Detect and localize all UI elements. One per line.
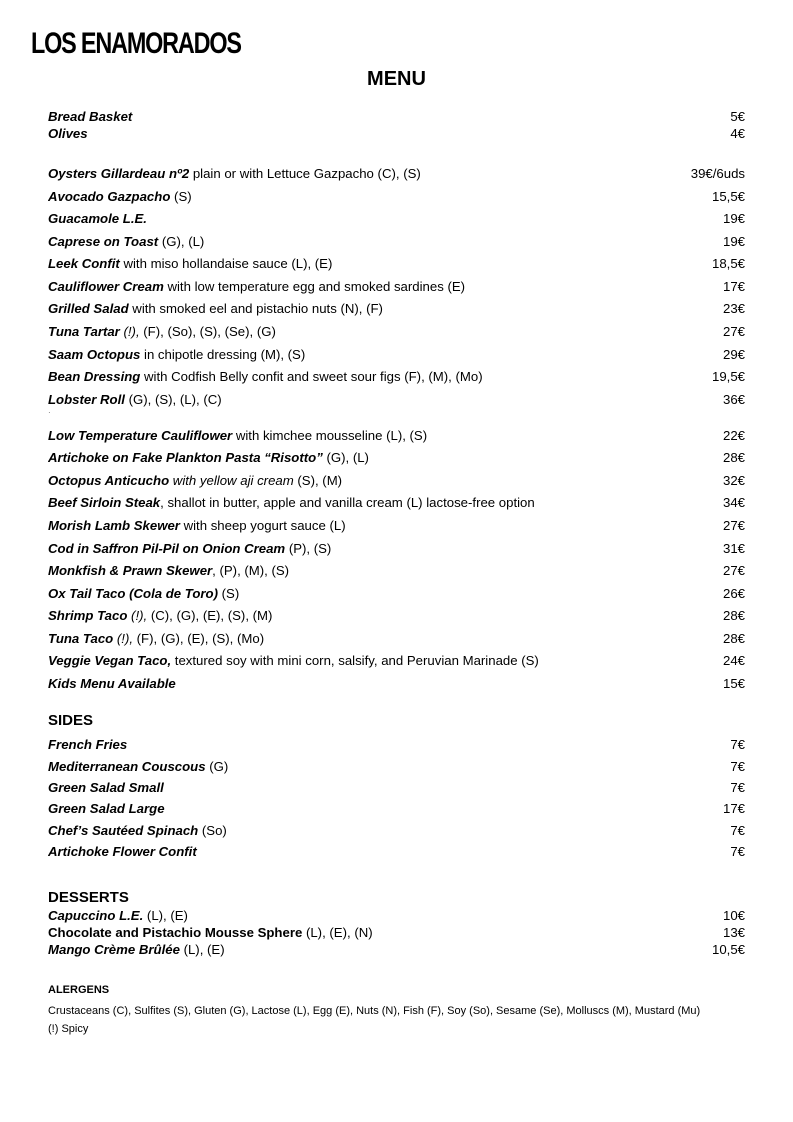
item-name: Chocolate and Pistachio Mousse Sphere: [48, 925, 303, 940]
item-name: Mango Crème Brûlée: [48, 942, 180, 957]
item-price: 4€: [730, 126, 745, 141]
menu-item: [48, 165, 745, 182]
item-price: 27€: [722, 563, 745, 578]
item-price: 19,5€: [711, 369, 745, 384]
item-price: 5€: [730, 109, 745, 124]
restaurant-logo: LOS ENAMORADOS: [31, 27, 241, 60]
item-price: 28€: [722, 631, 745, 646]
item-name: Avocado Gazpacho: [48, 189, 171, 204]
item-name: Cauliflower Cream: [48, 279, 164, 294]
menu-item: [48, 449, 745, 466]
item-name: Green Salad Small: [48, 780, 164, 795]
item-description: (L), (E): [179, 942, 225, 957]
item-description: (G), (L): [322, 450, 369, 465]
item-name: Kids Menu Available: [48, 676, 176, 691]
item-price: 10,5€: [711, 942, 745, 957]
item-description: (S), (M): [293, 473, 343, 488]
item-description: , (P), (M), (S): [212, 563, 290, 578]
item-price: 7€: [730, 759, 745, 774]
item-description: with kimchee mousseline (L), (S): [232, 428, 428, 443]
menu-item: [48, 391, 745, 408]
spicy-marker: (!),: [119, 324, 140, 339]
item-name: Tuna Tartar: [48, 324, 120, 339]
item-price: 10€: [722, 908, 745, 923]
menu-item: [48, 630, 745, 647]
item-price: 7€: [730, 737, 745, 752]
item-name: Oysters Gillardeau nº2: [48, 166, 190, 181]
menu-item: [48, 675, 745, 692]
item-description: in chipotle dressing (M), (S): [140, 347, 306, 362]
item-price: 26€: [722, 586, 745, 601]
item-description-italic: with yellow aji cream: [169, 473, 294, 488]
item-name: Guacamole L.E.: [48, 211, 147, 226]
item-name: Cod in Saffron Pil-Pil on Onion Cream: [48, 541, 286, 556]
item-name: Lobster Roll: [48, 392, 125, 407]
item-name: Shrimp Taco: [48, 608, 128, 623]
menu-item: [48, 924, 745, 941]
menu-item: [48, 607, 745, 624]
menu-item: [48, 125, 745, 142]
menu-item: [48, 188, 745, 205]
menu-item: [48, 585, 745, 602]
item-description: with Codfish Belly confit and sweet sour figs (F), (M), (Mo): [140, 369, 483, 384]
sides-heading: SIDES: [48, 712, 94, 729]
menu-item: [48, 822, 745, 839]
item-name: Monkfish & Prawn Skewer: [48, 563, 213, 578]
item-price: 17€: [722, 801, 745, 816]
menu-item: [48, 907, 745, 924]
stray-mark: ·: [48, 408, 51, 417]
menu-item: [48, 472, 745, 489]
item-price: 39€/6uds: [690, 166, 745, 181]
menu-item: [48, 427, 745, 444]
item-name: Capuccino L.E.: [48, 908, 144, 923]
menu-item: [48, 843, 745, 860]
item-price: 27€: [722, 518, 745, 533]
allergens-heading: ALERGENS: [48, 984, 110, 996]
item-price: 31€: [722, 541, 745, 556]
item-description: (So): [198, 823, 227, 838]
item-name: Olives: [48, 126, 88, 141]
item-name: Caprese on Toast: [48, 234, 159, 249]
item-name: French Fries: [48, 737, 128, 752]
item-description: (L), (E): [143, 908, 188, 923]
item-description: (F), (So), (S), (Se), (G): [139, 324, 276, 339]
item-description: (S): [170, 189, 192, 204]
item-price: 36€: [722, 392, 745, 407]
item-name: Saam Octopus: [48, 347, 141, 362]
item-price: 24€: [722, 653, 745, 668]
item-price: 18,5€: [711, 256, 745, 271]
item-description: (L), (E), (N): [302, 925, 373, 940]
menu-item: [48, 517, 745, 534]
item-description: (F), (G), (E), (S), (Mo): [133, 631, 265, 646]
menu-item: [48, 800, 745, 817]
item-price: 7€: [730, 780, 745, 795]
item-price: 29€: [722, 347, 745, 362]
item-name: Artichoke on Fake Plankton Pasta “Risotto”: [48, 450, 323, 465]
item-price: 34€: [722, 495, 745, 510]
item-description: , shallot in butter, apple and vanilla cream (L) lactose-free option: [160, 495, 535, 510]
menu-item: [48, 758, 745, 775]
item-price: 7€: [730, 823, 745, 838]
spicy-note: (!) Spicy: [48, 1023, 89, 1035]
item-description: with smoked eel and pistachio nuts (N), (F): [128, 301, 383, 316]
item-description: (G), (S), (L), (C): [124, 392, 222, 407]
menu-item: [48, 941, 745, 958]
item-price: 15€: [722, 676, 745, 691]
item-name: Bread Basket: [48, 109, 133, 124]
item-description: (G), (L): [158, 234, 205, 249]
item-description: (S): [218, 586, 240, 601]
item-price: 19€: [722, 211, 745, 226]
menu-item: [48, 736, 745, 753]
allergens-legend: [48, 1002, 748, 1038]
item-price: 19€: [722, 234, 745, 249]
item-description: with low temperature egg and smoked sardines (E): [163, 279, 466, 294]
menu-item: [48, 368, 745, 385]
allergens-list: Crustaceans (C), Sulfites (S), Gluten (G), Lactose (L), Egg (E), Nuts (N), Fish (F), Soy (So), Sesame (Se), Molluscs (M), Mustard (Mu): [48, 1005, 701, 1017]
item-price: 17€: [722, 279, 745, 294]
item-name: Beef Sirloin Steak: [48, 495, 161, 510]
item-price: 32€: [722, 473, 745, 488]
menu-item: [48, 652, 745, 669]
item-name: Morish Lamb Skewer: [48, 518, 180, 533]
item-price: 28€: [722, 608, 745, 623]
menu-item: [48, 300, 745, 317]
item-description: textured soy with mini corn, salsify, and Peruvian Marinade (S): [171, 653, 539, 668]
item-name: Octopus Anticucho: [48, 473, 170, 488]
menu-item: [48, 779, 745, 796]
item-price: 28€: [722, 450, 745, 465]
item-price: 22€: [722, 428, 745, 443]
spicy-marker: (!),: [127, 608, 148, 623]
item-name: Artichoke Flower Confit: [48, 844, 197, 859]
menu-item: [48, 540, 745, 557]
menu-item: [48, 210, 745, 227]
item-name: Veggie Vegan Taco,: [48, 653, 172, 668]
item-name: Tuna Taco: [48, 631, 114, 646]
item-description: (P), (S): [285, 541, 332, 556]
item-name: Green Salad Large: [48, 801, 165, 816]
item-name: Bean Dressing: [48, 369, 141, 384]
item-name: Low Temperature Cauliflower: [48, 428, 233, 443]
item-name: Chef’s Sautéed Spinach: [48, 823, 199, 838]
item-name: Mediterranean Couscous: [48, 759, 206, 774]
menu-item: [48, 233, 745, 250]
spicy-marker: (!),: [113, 631, 133, 646]
item-description: (C), (G), (E), (S), (M): [147, 608, 273, 623]
menu-item: [48, 562, 745, 579]
menu-item: [48, 346, 745, 363]
item-price: 13€: [722, 925, 745, 940]
menu-item: [48, 255, 745, 272]
item-name: Ox Tail Taco (Cola de Toro): [48, 586, 218, 601]
item-name: Grilled Salad: [48, 301, 129, 316]
menu-item: [48, 323, 745, 340]
item-price: 7€: [730, 844, 745, 859]
item-price: 15,5€: [711, 189, 745, 204]
menu-item: [48, 108, 745, 125]
item-description: with miso hollandaise sauce (L), (E): [119, 256, 333, 271]
item-description: plain or with Lettuce Gazpacho (C), (S): [189, 166, 421, 181]
desserts-heading: DESSERTS: [48, 889, 129, 906]
item-price: 27€: [722, 324, 745, 339]
item-description: with sheep yogurt sauce (L): [179, 518, 346, 533]
menu-title: MENU: [367, 68, 426, 90]
item-price: 23€: [722, 301, 745, 316]
menu-item: [48, 278, 745, 295]
item-description: (G): [205, 759, 229, 774]
item-name: Leek Confit: [48, 256, 120, 271]
menu-item: [48, 494, 745, 511]
